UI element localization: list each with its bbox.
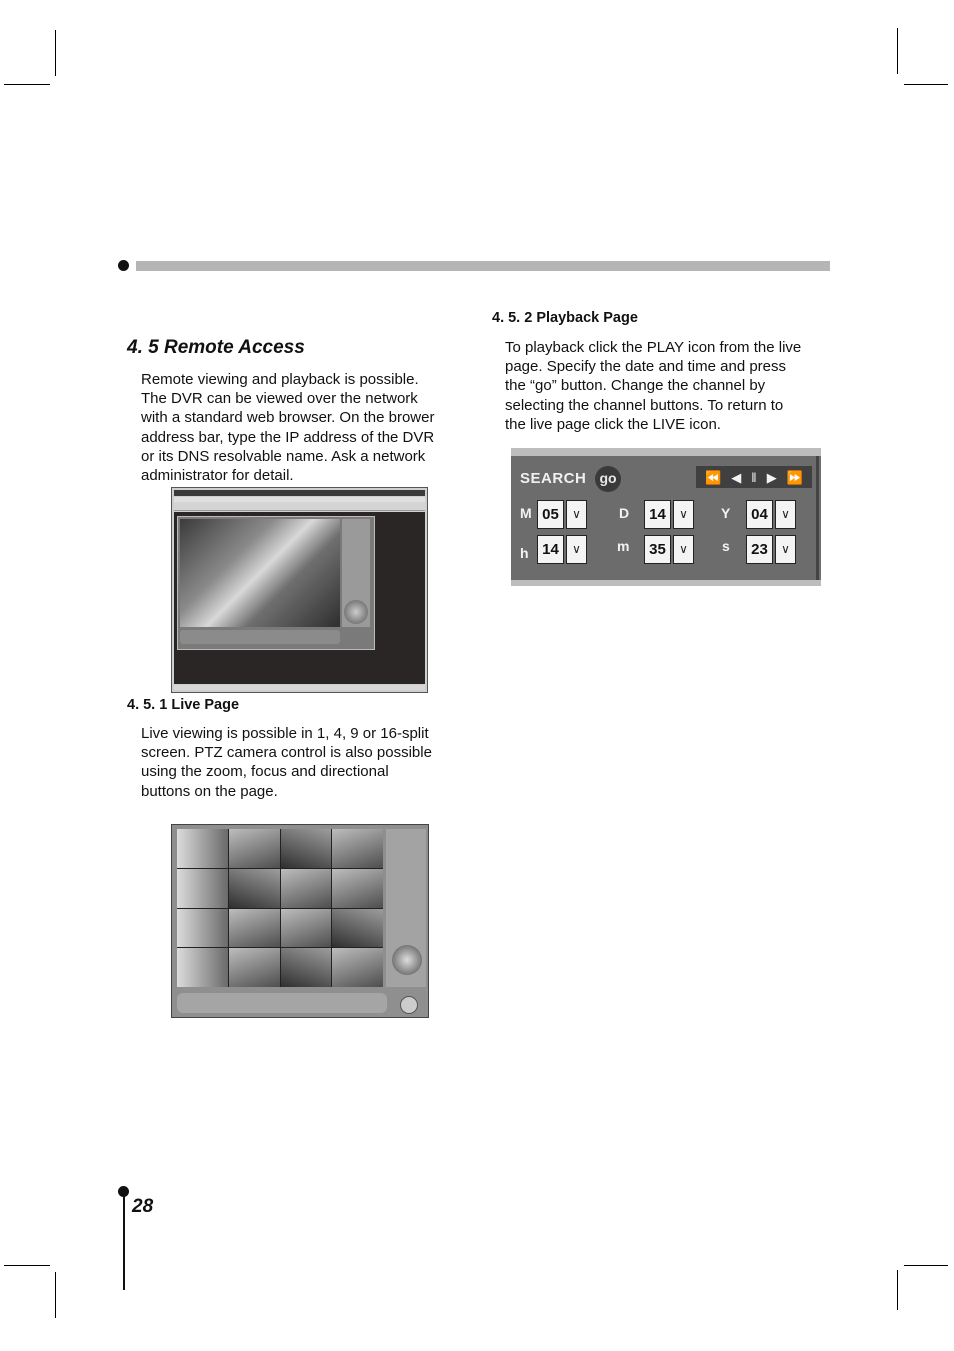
- year-label: Y: [721, 505, 731, 521]
- chevron-down-icon[interactable]: ∨: [673, 500, 694, 529]
- year-field[interactable]: [746, 500, 796, 529]
- camera-tile: [177, 869, 228, 908]
- camera-tile: [177, 909, 228, 948]
- day-value[interactable]: 14: [644, 500, 671, 529]
- header-bullet: [118, 260, 129, 271]
- camera-tile: [332, 829, 383, 868]
- playback-transport-controls: [696, 466, 812, 488]
- camera-tile: [281, 909, 332, 948]
- camera-tile: [332, 869, 383, 908]
- search-label: SEARCH: [520, 470, 587, 487]
- day-label: D: [619, 505, 630, 521]
- camera-tile: [332, 948, 383, 987]
- camera-video-feed: [180, 519, 340, 627]
- crop-mark: [4, 1265, 50, 1266]
- crop-mark: [897, 28, 898, 74]
- crop-mark: [904, 84, 948, 85]
- playback-search-panel: [511, 448, 821, 586]
- ptz-direction-dial: [344, 600, 368, 624]
- header-bar: [136, 261, 830, 271]
- split-view-screenshot: [171, 824, 429, 1018]
- month-value[interactable]: 05: [537, 500, 564, 529]
- hour-label: h: [520, 545, 529, 561]
- play-icon: [400, 996, 418, 1014]
- camera-tile: [229, 948, 280, 987]
- browser-live-screenshot: [171, 487, 428, 693]
- hour-value[interactable]: 14: [537, 535, 564, 564]
- channel-button-row: [177, 993, 387, 1013]
- section-title: 4. 5 Remote Access: [127, 337, 305, 358]
- pause-icon[interactable]: ‖: [751, 469, 757, 485]
- day-field[interactable]: [644, 500, 694, 529]
- ptz-direction-dial: [392, 945, 422, 975]
- reverse-play-icon[interactable]: ◀: [731, 469, 742, 485]
- crop-mark: [55, 1272, 56, 1318]
- browser-toolbar: [174, 502, 425, 511]
- fast-forward-icon[interactable]: ⏩: [786, 469, 803, 485]
- search-panel-body: [511, 456, 819, 580]
- camera-tile: [281, 869, 332, 908]
- camera-tile: [177, 948, 228, 987]
- camera-tile: [281, 948, 332, 987]
- camera-grid-16: [177, 829, 383, 987]
- minute-label: m: [617, 538, 630, 554]
- year-value[interactable]: 04: [746, 500, 773, 529]
- page-number: 28: [132, 1196, 154, 1217]
- channel-button-row: [180, 630, 340, 644]
- browser-titlebar: [174, 490, 425, 496]
- crop-mark: [55, 30, 56, 76]
- fast-rewind-icon[interactable]: ⏪: [705, 469, 722, 485]
- month-label: M: [520, 505, 532, 521]
- go-button[interactable]: go: [595, 466, 621, 492]
- live-page-heading: 4. 5. 1 Live Page: [127, 697, 240, 713]
- camera-tile: [229, 869, 280, 908]
- chevron-down-icon[interactable]: ∨: [673, 535, 694, 564]
- camera-tile: [281, 829, 332, 868]
- chevron-down-icon[interactable]: ∨: [775, 500, 796, 529]
- playback-page-heading: 4. 5. 2 Playback Page: [492, 310, 638, 326]
- second-label: s: [722, 538, 730, 554]
- minute-field[interactable]: [644, 535, 694, 564]
- hour-field[interactable]: [537, 535, 587, 564]
- chevron-down-icon[interactable]: ∨: [566, 535, 587, 564]
- camera-tile: [229, 909, 280, 948]
- margin-rule: [123, 1196, 125, 1290]
- chevron-down-icon[interactable]: ∨: [775, 535, 796, 564]
- intro-paragraph: Remote viewing and playback is possible. The DVR can be viewed over the network with a standard web browser. On the brower address bar, type the IP address of the DVR or its DNS resolvable name. Ask a network administrator for detail.: [141, 371, 435, 485]
- crop-mark: [897, 1270, 898, 1310]
- playback-page-paragraph: To playback click the PLAY icon from the live page. Specify the date and time and press the “go” button. Change the channel by selecting the channel buttons. To return to the live page click the LIVE icon.: [505, 339, 802, 433]
- second-field[interactable]: [746, 535, 796, 564]
- crop-mark: [4, 84, 50, 85]
- crop-mark: [904, 1265, 948, 1266]
- camera-tile: [332, 909, 383, 948]
- minute-value[interactable]: 35: [644, 535, 671, 564]
- chevron-down-icon[interactable]: ∨: [566, 500, 587, 529]
- camera-tile: [229, 829, 280, 868]
- month-field[interactable]: [537, 500, 587, 529]
- live-page-paragraph: Live viewing is possible in 1, 4, 9 or 16-split screen. PTZ camera control is also possible using the zoom, focus and directional buttons on the page.: [141, 725, 432, 800]
- camera-tile: [177, 829, 228, 868]
- play-icon[interactable]: ▶: [766, 469, 777, 485]
- second-value[interactable]: 23: [746, 535, 773, 564]
- browser-statusbar: [174, 685, 425, 690]
